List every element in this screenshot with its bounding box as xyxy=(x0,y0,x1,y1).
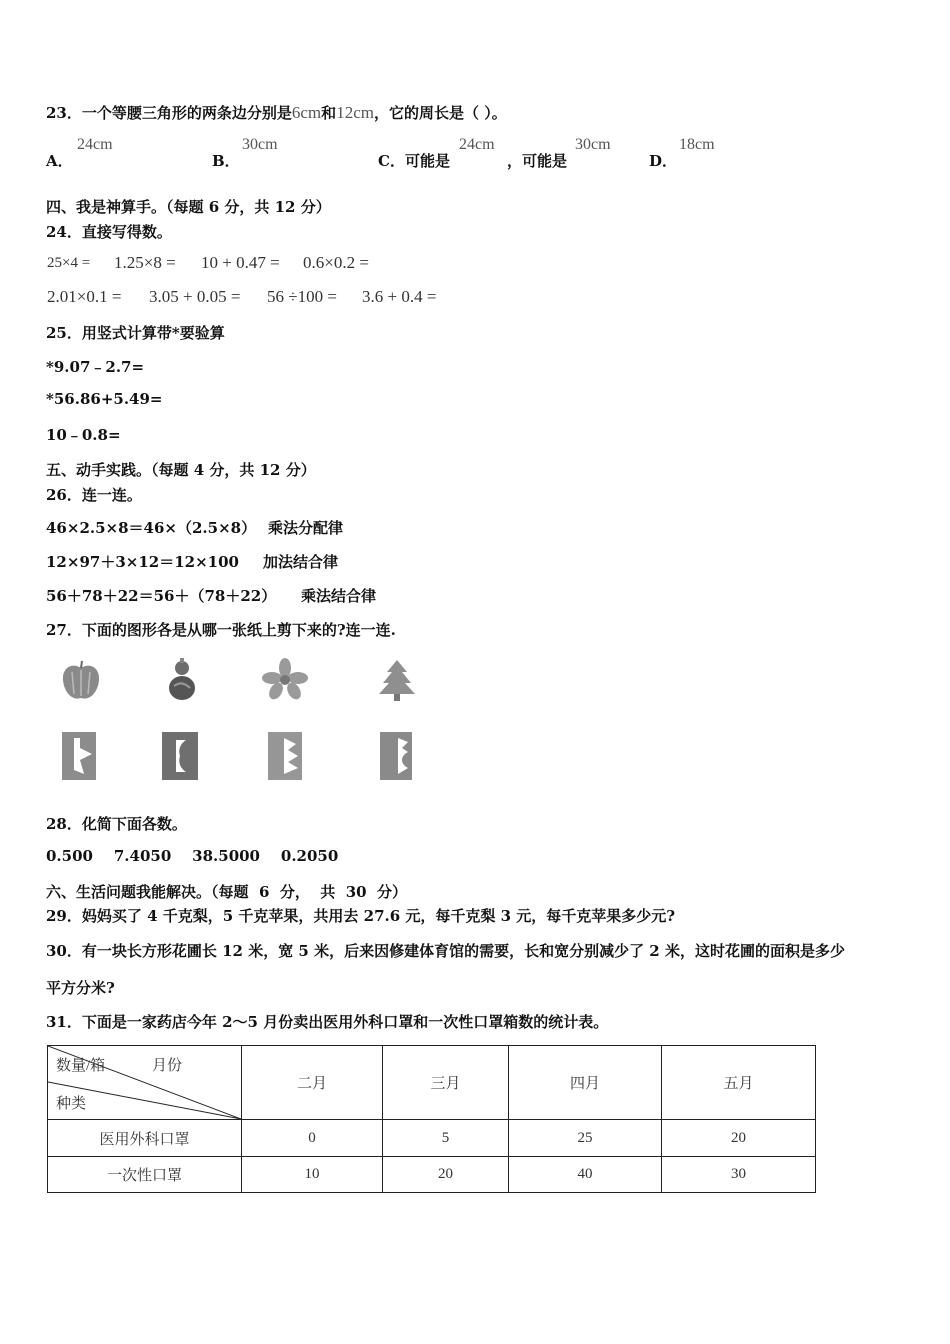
q24-r1-c2: 1.25×8 = xyxy=(114,253,176,272)
row-1-value-2: 5 xyxy=(383,1120,509,1157)
row-1-value-1: 0 xyxy=(242,1120,383,1157)
q23-option-d-value: 18cm xyxy=(679,136,715,153)
table-header-row xyxy=(48,1046,816,1120)
q23-option-c[interactable]: C．可能是 xyxy=(378,152,450,170)
q29-text: 29．妈妈买了 4 千克梨，5 千克苹果，共用去 27.6 元，每千克梨 3 元，每千克苹果多少元? xyxy=(46,907,676,925)
q23-option-b[interactable]: B． xyxy=(212,152,240,170)
table-row xyxy=(48,1157,816,1193)
q23-value-1: 6cm xyxy=(291,103,322,122)
section-6-heading: 六、生活问题我能解决。（每题 6 分， 共 30 分） xyxy=(46,883,408,901)
flower-icon[interactable] xyxy=(262,658,308,700)
q26-law-3[interactable]: 乘法结合律 xyxy=(301,587,377,605)
header-month-4: 五月 xyxy=(662,1046,816,1120)
q23-option-c-value-2: 30cm xyxy=(575,136,611,153)
row-2-value-3: 40 xyxy=(509,1157,662,1193)
q26-title: 26．连一连。 xyxy=(46,486,142,504)
q26-expr-1: 46×2.5×8＝46×（2.5×8） xyxy=(46,519,257,537)
q24-r1-c3: 10 + 0.47 = xyxy=(201,253,280,272)
paper-cut-b-icon[interactable] xyxy=(160,730,200,782)
q24-r1-c4: 0.6×0.2 = xyxy=(303,253,369,272)
q24-r2-c4: 3.6 + 0.4 = xyxy=(362,287,437,306)
q24-r1-c1: 25×4 = xyxy=(47,255,91,271)
q28-title: 28．化简下面各数。 xyxy=(46,815,187,833)
q26-expr-2: 12×97＋3×12＝12×100 xyxy=(46,553,239,571)
header-month-2: 三月 xyxy=(383,1046,509,1120)
q25-item-1: *9.07﹣2.7= xyxy=(46,358,145,376)
section-5-heading: 五、动手实践。（每题 4 分，共 12 分） xyxy=(46,461,316,479)
q23-option-a[interactable]: A． xyxy=(46,152,73,170)
row-1-value-3: 25 xyxy=(509,1120,662,1157)
tree-icon[interactable] xyxy=(375,658,419,702)
row-1-name: 医用外科口罩 xyxy=(48,1120,242,1157)
paper-cut-a-icon[interactable] xyxy=(60,730,98,782)
q23-and: 和 xyxy=(321,104,337,122)
q26-expr-3: 56＋78＋22＝56＋（78＋22） xyxy=(46,587,277,605)
q23-stem-text: 23．一个等腰三角形的两条边分别是 xyxy=(46,104,292,122)
q23-value-2: 12cm xyxy=(336,103,374,122)
table-row xyxy=(48,1120,816,1157)
q23-option-d[interactable]: D． xyxy=(649,152,678,170)
q23-option-c-mid: ，可能是 xyxy=(507,152,568,170)
section-4-heading: 四、我是神算手。（每题 6 分，共 12 分） xyxy=(46,198,331,216)
paper-cut-c-icon[interactable] xyxy=(266,730,304,782)
q30-line-1: 30．有一块长方形花圃长 12 米，宽 5 米，后来因修建体育馆的需要，长和宽分别减少了 2 米，这时花圃的面积是多少 xyxy=(46,942,845,960)
q30-line-2: 平方分米? xyxy=(46,979,115,997)
header-qty: 数量/箱 xyxy=(56,1058,106,1074)
q23-tail: ，它的周长是（ ）。 xyxy=(373,104,507,122)
q23-option-c-value-1: 24cm xyxy=(459,136,495,153)
header-kind: 种类 xyxy=(56,1096,87,1112)
paper-cut-d-icon[interactable] xyxy=(378,730,414,782)
row-1-value-4: 20 xyxy=(662,1120,816,1157)
gourd-icon[interactable] xyxy=(162,656,202,704)
q24-r2-c3: 56 ÷100 = xyxy=(267,287,337,306)
q24-r2-c2: 3.05 + 0.05 = xyxy=(149,287,241,306)
header-month: 月份 xyxy=(152,1058,183,1074)
q26-law-2[interactable]: 加法结合律 xyxy=(263,553,339,571)
table-diagonal-header xyxy=(48,1046,242,1120)
row-2-name: 一次性口罩 xyxy=(48,1157,242,1193)
q24-r2-c1: 2.01×0.1 = xyxy=(47,287,122,306)
q25-item-2: *56.86+5.49= xyxy=(46,390,163,408)
row-2-value-1: 10 xyxy=(242,1157,383,1193)
header-month-1: 二月 xyxy=(242,1046,383,1120)
q25-item-3: 10﹣0.8= xyxy=(46,426,121,444)
q31-stat-table xyxy=(47,1045,816,1193)
q27-title: 27．下面的图形各是从哪一张纸上剪下来的?连一连. xyxy=(46,621,396,639)
q23-option-a-value: 24cm xyxy=(77,136,113,153)
q23-option-b-value: 30cm xyxy=(242,136,278,153)
header-month-3: 四月 xyxy=(509,1046,662,1120)
row-2-value-4: 30 xyxy=(662,1157,816,1193)
q24-title: 24．直接写得数。 xyxy=(46,223,172,241)
q31-title: 31．下面是一家药店今年 2～5 月份卖出医用外科口罩和一次性口罩箱数的统计表。 xyxy=(46,1013,609,1031)
apple-icon[interactable] xyxy=(58,658,104,704)
q28-numbers: 0.500 7.4050 38.5000 0.2050 xyxy=(46,847,339,865)
q25-title: 25．用竖式计算带*要验算 xyxy=(46,324,225,342)
row-2-value-2: 20 xyxy=(383,1157,509,1193)
q23-stem xyxy=(46,102,507,123)
q26-law-1[interactable]: 乘法分配律 xyxy=(268,519,344,537)
